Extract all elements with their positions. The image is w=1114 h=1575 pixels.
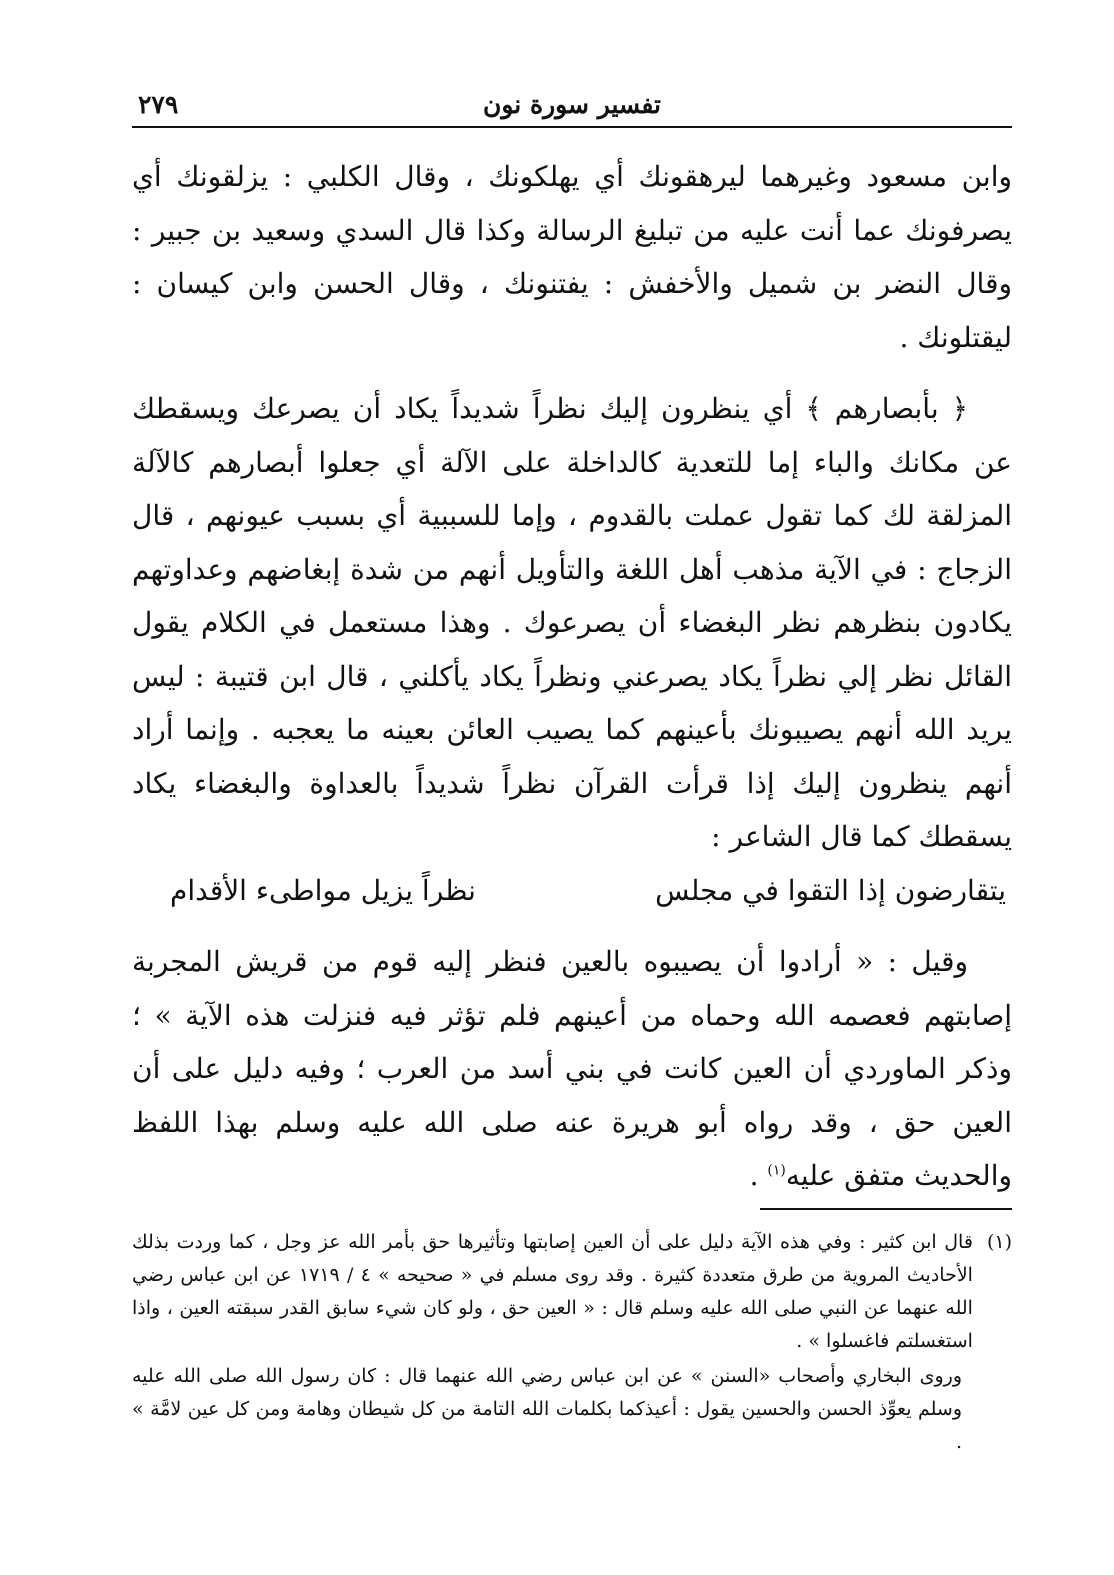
running-head-title: تفسير سورة نون	[483, 90, 661, 119]
verse-second-hemistich: نظراً يزيل مواطىء الأقدام	[170, 873, 476, 907]
paragraph-end-word: عليه	[785, 1159, 836, 1192]
paragraph: وابن مسعود وغيرهما ليرهقونك أي يهلكونك ، وقال الكلبي : يزلقونك أي يصرفونك عما أنت عليه من تبليغ الرسالة وكذا قال السدي وسعيد بن جبير : وقال النضر بن شميل والأخفش : يفتنونك ، وقال الحسن وابن كيسان : ليقتلونك .	[132, 160, 1012, 354]
footnote-separator	[760, 1208, 1012, 1210]
footnote-continuation: وروى البخاري وأصحاب «السنن » عن ابن عباس رضي الله عنهما قال : كان رسول الله صلى الله عليه وسلم يعوِّذ الحسن والحسين يقول : أعيذكما بكلمات الله التامة من كل شيطان وهامة ومن كل عين لامَّة » .	[132, 1365, 962, 1453]
footnotes	[132, 1226, 1012, 1459]
page-header	[132, 86, 1012, 126]
footnote-text: قال ابن كثير : وفي هذه الآية دليل على أن العين إصابتها وتأثيرها حق بأمر الله عز وجل ، كما وردت بذلك الأحاديث المروية من طرق متعددة كثيرة . وقد روى مسلم في « صحيحه » ٤ / ١٧١٩ عن ابن عباس رضي الله عنهما عن النبي صلى الله عليه وسلم قال : « العين حق ، ولو كان شيء سابق القدر سبقته العين ، واذا استغسلتم فاغسلوا » .	[132, 1231, 973, 1352]
paragraph: ﴿ بأبصارهم ﴾ أي ينظرون إليك نظراً شديداً يكاد أن يصرعك ويسقطك عن مكانك والباء إما للتعدية كالداخلة على الآلة أي جعلوا أبصارهم كالآلة المزلقة لك كما تقول عملت بالقدوم ، وإما للسببية أي بسبب عيونهم ، قال الزجاج : في الآية مذهب أهل اللغة والتأويل أنهم من شدة إبغاضهم وعداوتهم يكادون بنظرهم نظر البغضاء أن يصرعوك . وهذا مستعمل في الكلام يقول القائل نظر إلي نظراً يكاد يصرعني ونظراً يكاد يأكلني ، قال ابن قتيبة : ليس يريد الله أنهم يصيبونك بأعينهم كما يصيب العائن بعينه ما يعجبه . وإنما أراد أنهم ينظرون إليك إذا قرأت القرآن نظراً شديداً بالعداوة والبغضاء يكاد يسقطك كما قال الشاعر :	[132, 392, 1013, 853]
main-text	[132, 150, 1012, 1203]
footnote-reference: (١)	[767, 1162, 786, 1179]
paragraph-end-punctuation: .	[749, 1159, 768, 1192]
poetry-verse	[132, 864, 1012, 918]
page-number: ٢٧٩	[138, 90, 179, 119]
footnote-item	[132, 1226, 1012, 1358]
paragraph	[132, 935, 1012, 1203]
paragraph-text: وقيل : « أرادوا أن يصيبوه بالعين فنظر إليه قوم من قريش المجربة إصابتهم فعصمه الله وحماه من أعينهم فلم تؤثر فيه فنزلت هذه الآية » ؛ وذكر الماوردي أن العين كانت في بني أسد من العرب ؛ وفيه دليل على أن العين حق ، وقد رواه أبو هريرة عنه صلى الله عليه وسلم بهذا اللفظ والحديث متفق	[132, 945, 1013, 1192]
footnote-number: (١)	[986, 1231, 1012, 1253]
verse-first-hemistich: يتقارضون إذا التقوا في مجلس	[655, 873, 1006, 907]
header-rule	[132, 126, 1012, 128]
